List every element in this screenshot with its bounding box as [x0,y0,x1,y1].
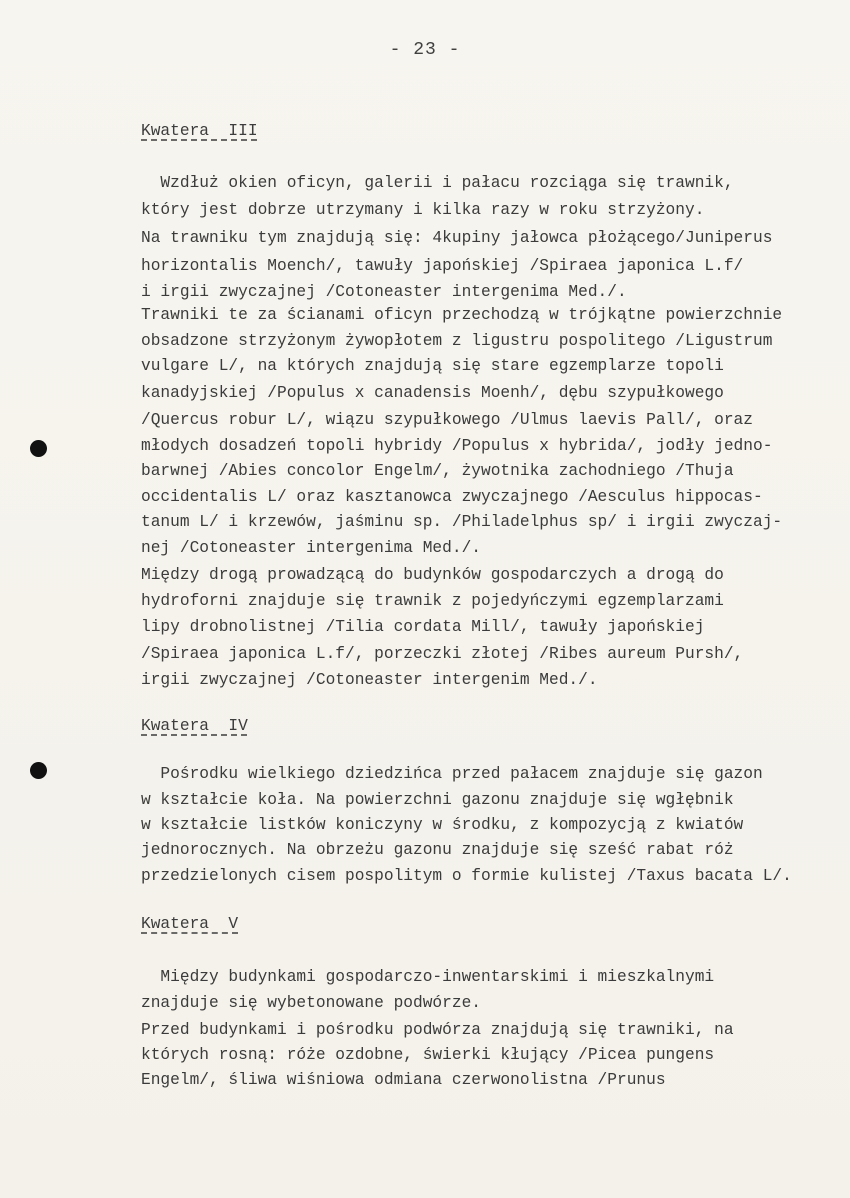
body-line: których rosną: róże ozdobne, świerki kłujący /Picea pungens [141,1046,715,1064]
body-line: młodych dosadzeń topoli hybridy /Populus x hybrida/, jodły jedno- [141,437,773,455]
body-line: który jest dobrze utrzymany i kilka razy w roku strzyżony. [141,201,705,219]
body-line: irgii zwyczajnej /Cotoneaster intergenim Med./. [141,671,598,689]
body-line: /Quercus robur L/, wiązu szypułkowego /Ulmus laevis Pall/, oraz [141,411,753,429]
body-line: Pośrodku wielkiego dziedzińca przed pałacem znajduje się gazon [141,765,763,783]
body-line: Wzdłuż okien oficyn, galerii i pałacu rozciąga się trawnik, [141,174,734,192]
body-line: przedzielonych cisem pospolitym o formie kulistej /Taxus bacata L/. [141,867,792,885]
body-line: tanum L/ i krzewów, jaśminu sp. /Philadelphus sp/ i irgii zwyczaj- [141,513,783,531]
body-line: Trawniki te za ścianami oficyn przechodzą w trójkątne powierzchnie [141,306,783,324]
body-line: Między drogą prowadzącą do budynków gospodarczych a drogą do [141,566,724,584]
body-line: occidentalis L/ oraz kasztanowca zwyczajnego /Aesculus hippocas- [141,488,763,506]
punch-hole [30,762,47,779]
body-line: w kształcie koła. Na powierzchni gazonu znajduje się wgłębnik [141,791,734,809]
body-line: i irgii zwyczajnej /Cotoneaster intergenima Med./. [141,283,627,301]
section-heading-kwatera-iii: Kwatera III [141,122,258,140]
body-line: znajduje się wybetonowane podwórze. [141,994,481,1012]
body-line: jednorocznych. Na obrzeżu gazonu znajduje się sześć rabat róż [141,841,734,859]
body-line: vulgare L/, na których znajdują się stare egzemplarze topoli [141,357,724,375]
body-line: barwnej /Abies concolor Engelm/, żywotnika zachodniego /Thuja [141,462,734,480]
section-heading-kwatera-v: Kwatera V [141,915,239,933]
body-line: /Spiraea japonica L.f/, porzeczki złotej /Ribes aureum Pursh/, [141,645,744,663]
body-line: Między budynkami gospodarczo-inwentarskimi i mieszkalnymi [141,968,715,986]
body-line: w kształcie listków koniczyny w środku, z kompozycją z kwiatów [141,816,744,834]
punch-hole [30,440,47,457]
body-line: hydroforni znajduje się trawnik z pojedyńczymi egzemplarzami [141,592,724,610]
page-number: - 23 - [389,40,461,60]
body-line: kanadyjskiej /Populus x canadensis Moenh/, dębu szypułkowego [141,384,724,402]
body-line: Przed budynkami i pośrodku podwórza znajdują się trawniki, na [141,1021,734,1039]
body-line: obsadzone strzyżonym żywopłotem z ligustru pospolitego /Ligustrum [141,332,773,350]
body-line: Engelm/, śliwa wiśniowa odmiana czerwonolistna /Prunus [141,1071,666,1089]
body-line: horizontalis Moench/, tawuły japońskiej /Spiraea japonica L.f/ [141,257,744,275]
body-line: nej /Cotoneaster intergenima Med./. [141,539,481,557]
body-line: lipy drobnolistnej /Tilia cordata Mill/, tawuły japońskiej [141,618,705,636]
body-line: Na trawniku tym znajdują się: 4kupiny jałowca płożącego/Juniperus [141,229,773,247]
section-heading-kwatera-iv: Kwatera IV [141,717,248,735]
